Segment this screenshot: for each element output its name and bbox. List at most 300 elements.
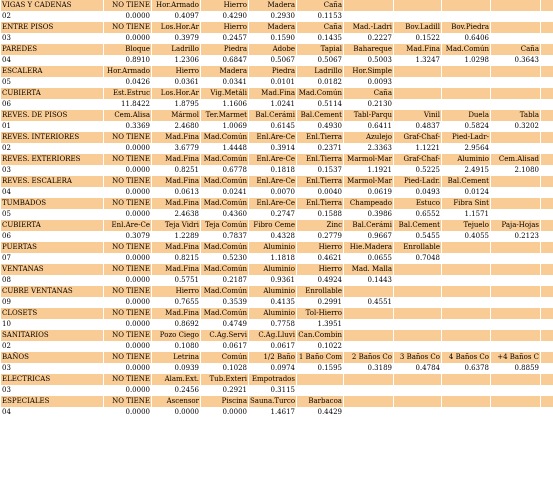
option-label-cell: Hie.Madera <box>344 242 394 253</box>
option-label-cell: Hierro <box>152 286 201 297</box>
option-factor-cell: 0.6411 <box>344 121 394 132</box>
category-name-cell: VIGAS Y CADENAS <box>1 0 104 11</box>
option-label-cell <box>541 88 553 99</box>
option-factor-cell <box>442 341 491 352</box>
option-label-cell: Tabl-Parqu <box>344 110 394 121</box>
option-factor-cell: 0.0619 <box>344 187 394 198</box>
category-code-cell: 01 <box>1 121 104 132</box>
option-factor-cell: 0.6847 <box>201 55 249 66</box>
option-label-cell: Graf-Chaf- <box>394 154 442 165</box>
option-label-cell: Paja-Hojas <box>491 220 541 231</box>
option-factor-cell: 2.4680 <box>152 121 201 132</box>
option-label-cell: Piedra <box>249 66 297 77</box>
option-factor-cell: 1.0069 <box>201 121 249 132</box>
option-label-cell: 4 Baños Co <box>442 352 491 363</box>
option-factor-cell: 2.3363 <box>344 143 394 154</box>
option-label-cell: Enl.Are-Ce <box>249 176 297 187</box>
option-label-cell: Ter.Marmet <box>201 110 249 121</box>
option-label-cell: NO TIENE <box>104 264 152 275</box>
option-factor-cell: 0.0000 <box>104 341 152 352</box>
category-code-cell: 02 <box>1 11 104 22</box>
option-label-cell: Hierro <box>152 66 201 77</box>
option-factor-cell: 1.1921 <box>344 165 394 176</box>
option-factor-cell <box>394 407 442 418</box>
option-factor-cell: 0.1595 <box>297 363 344 374</box>
option-label-cell <box>541 22 553 33</box>
option-label-cell <box>491 264 541 275</box>
option-factor-cell: 0.2187 <box>201 275 249 286</box>
option-factor-cell: 11.8422 <box>104 99 152 110</box>
option-factor-cell <box>541 55 553 66</box>
category-value-row <box>1 99 553 110</box>
option-label-cell: Mad.Común <box>201 286 249 297</box>
category-value-row <box>1 407 553 418</box>
option-factor-cell <box>442 11 491 22</box>
option-label-cell <box>442 286 491 297</box>
option-factor-cell: 0.3979 <box>152 33 201 44</box>
option-label-cell <box>491 286 541 297</box>
option-factor-cell <box>344 11 394 22</box>
option-factor-cell: 0.7655 <box>152 297 201 308</box>
option-factor-cell: 0.0000 <box>104 275 152 286</box>
option-factor-cell: 0.1443 <box>344 275 394 286</box>
option-factor-cell: 0.3914 <box>249 143 297 154</box>
option-factor-cell <box>394 319 442 330</box>
option-factor-cell: 0.0974 <box>249 363 297 374</box>
option-label-cell: +4 Baños C <box>491 352 541 363</box>
option-factor-cell <box>442 297 491 308</box>
option-factor-cell <box>394 11 442 22</box>
option-label-cell: Bal.Cement <box>297 110 344 121</box>
option-label-cell: Vig.Metáli <box>201 88 249 99</box>
option-factor-cell: 0.0000 <box>104 363 152 374</box>
option-factor-cell: 0.1028 <box>201 363 249 374</box>
option-factor-cell: 0.0000 <box>201 407 249 418</box>
option-label-cell <box>541 220 553 231</box>
option-label-cell: Zinc <box>297 220 344 231</box>
option-label-cell: Mad.Fina <box>152 154 201 165</box>
option-label-cell <box>344 396 394 407</box>
option-factor-cell <box>541 121 553 132</box>
option-factor-cell: 0.8859 <box>491 363 541 374</box>
option-factor-cell <box>491 253 541 264</box>
option-label-cell: Empotrados <box>249 374 297 385</box>
option-label-cell: Aluminio <box>249 242 297 253</box>
option-label-cell: Mad.Fina <box>152 198 201 209</box>
option-label-cell: Azulejo <box>344 132 394 143</box>
option-label-cell: Mad.Común <box>201 176 249 187</box>
category-header-row <box>1 286 553 297</box>
option-factor-cell: 1.4448 <box>201 143 249 154</box>
option-label-cell: Est.Estruc <box>104 88 152 99</box>
option-label-cell: Barbacoa <box>297 396 344 407</box>
option-label-cell: Enl.Are-Ce <box>104 220 152 231</box>
option-label-cell: Ladrillo <box>297 66 344 77</box>
option-factor-cell <box>394 385 442 396</box>
option-factor-cell <box>491 275 541 286</box>
option-factor-cell: 0.2779 <box>297 231 344 242</box>
option-factor-cell: 3.6779 <box>152 143 201 154</box>
option-factor-cell <box>442 253 491 264</box>
category-code-cell: 06 <box>1 231 104 242</box>
option-factor-cell: 0.0000 <box>104 165 152 176</box>
option-label-cell <box>442 374 491 385</box>
option-factor-cell: 0.5067 <box>297 55 344 66</box>
option-label-cell: Madera <box>201 66 249 77</box>
option-label-cell: Mad.Fina <box>152 242 201 253</box>
option-factor-cell <box>297 385 344 396</box>
option-factor-cell: 1.2289 <box>152 231 201 242</box>
option-label-cell <box>394 0 442 11</box>
option-factor-cell <box>541 253 553 264</box>
option-factor-cell: 0.0000 <box>104 187 152 198</box>
option-label-cell <box>541 286 553 297</box>
option-factor-cell: 0.2457 <box>201 33 249 44</box>
option-factor-cell: 1.3951 <box>297 319 344 330</box>
option-factor-cell: 2.4638 <box>152 209 201 220</box>
option-label-cell <box>491 330 541 341</box>
option-label-cell: NO TIENE <box>104 352 152 363</box>
category-name-cell: PAREDES <box>1 44 104 55</box>
category-header-row <box>1 110 553 121</box>
option-factor-cell: 1.3247 <box>394 55 442 66</box>
option-label-cell: Tabla <box>491 110 541 121</box>
category-name-cell: ENTRE PISOS <box>1 22 104 33</box>
option-label-cell: Fibro Ceme <box>249 220 297 231</box>
option-label-cell <box>394 66 442 77</box>
option-label-cell <box>491 308 541 319</box>
category-value-row <box>1 165 553 176</box>
option-factor-cell: 0.8692 <box>152 319 201 330</box>
option-label-cell <box>541 264 553 275</box>
option-label-cell: Ascensor <box>152 396 201 407</box>
option-factor-cell: 0.0000 <box>104 209 152 220</box>
option-factor-cell: 0.1435 <box>297 33 344 44</box>
option-factor-cell: 0.3202 <box>491 121 541 132</box>
option-factor-cell: 0.0361 <box>152 77 201 88</box>
option-label-cell: NO TIENE <box>104 198 152 209</box>
category-header-row <box>1 154 553 165</box>
option-factor-cell <box>541 77 553 88</box>
option-label-cell: Hor.Armado <box>104 66 152 77</box>
option-factor-cell <box>442 77 491 88</box>
option-label-cell: Enrollable <box>297 286 344 297</box>
option-factor-cell: 0.3986 <box>344 209 394 220</box>
option-factor-cell: 0.0000 <box>152 407 201 418</box>
option-label-cell: Champeado <box>344 198 394 209</box>
category-name-cell: REVES. EXTERIORES <box>1 154 104 165</box>
option-label-cell: Bahareque <box>344 44 394 55</box>
option-factor-cell: 0.4551 <box>344 297 394 308</box>
option-factor-cell: 1.0298 <box>442 55 491 66</box>
option-factor-cell <box>491 209 541 220</box>
option-label-cell: Duela <box>442 110 491 121</box>
category-value-row <box>1 297 553 308</box>
option-factor-cell: 0.0341 <box>201 77 249 88</box>
option-factor-cell: 1.8795 <box>152 99 201 110</box>
option-label-cell <box>491 22 541 33</box>
option-factor-cell: 0.0426 <box>104 77 152 88</box>
option-label-cell: Bov.Ladill <box>394 22 442 33</box>
category-header-row <box>1 22 553 33</box>
option-factor-cell: 0.1153 <box>297 11 344 22</box>
option-factor-cell <box>442 99 491 110</box>
option-factor-cell <box>491 407 541 418</box>
option-factor-cell: 0.0070 <box>249 187 297 198</box>
option-label-cell: Aluminio <box>249 264 297 275</box>
option-label-cell <box>491 396 541 407</box>
option-label-cell: 1 Baño Com <box>297 352 344 363</box>
option-factor-cell: 0.2227 <box>344 33 394 44</box>
option-label-cell <box>442 264 491 275</box>
option-label-cell: Enl.Tierra <box>297 198 344 209</box>
option-factor-cell <box>491 319 541 330</box>
option-factor-cell <box>491 77 541 88</box>
option-label-cell: Tapial <box>297 44 344 55</box>
option-label-cell: Pied-Ladr- <box>442 132 491 143</box>
option-label-cell: Bal.Cement <box>394 220 442 231</box>
option-factor-cell: 0.5003 <box>344 55 394 66</box>
category-name-cell: REVES. ESCALERA <box>1 176 104 187</box>
option-label-cell: Enl.Are-Ce <box>249 198 297 209</box>
option-label-cell <box>394 88 442 99</box>
option-factor-cell: 0.2921 <box>201 385 249 396</box>
option-factor-cell <box>541 11 553 22</box>
option-label-cell: Bal.Cerámi <box>344 220 394 231</box>
option-label-cell: Los.Hor.Ar <box>152 22 201 33</box>
option-factor-cell <box>442 385 491 396</box>
option-factor-cell <box>541 363 553 374</box>
option-label-cell <box>344 374 394 385</box>
option-label-cell: Sauna.Turco <box>250 397 296 405</box>
category-value-row <box>1 341 553 352</box>
option-label-cell: Marmol-Mar <box>344 176 394 187</box>
option-factor-cell: 0.2371 <box>297 143 344 154</box>
option-factor-cell: 0.0000 <box>104 319 152 330</box>
category-name-cell: BAÑOS <box>1 352 104 363</box>
option-label-cell: NO TIENE <box>104 286 152 297</box>
option-label-cell: Caña <box>344 88 394 99</box>
option-factor-cell: 0.4429 <box>297 407 344 418</box>
option-factor-cell: 0.0040 <box>297 187 344 198</box>
option-factor-cell: 0.2930 <box>249 11 297 22</box>
option-factor-cell: 0.0093 <box>344 77 394 88</box>
option-factor-cell: 0.7048 <box>394 253 442 264</box>
option-label-cell: Pied-Ladr. <box>394 176 442 187</box>
category-value-row <box>1 55 553 66</box>
option-label-cell: Madera <box>249 0 297 11</box>
option-factor-cell <box>541 187 553 198</box>
category-name-cell: CUBIERTA <box>1 220 104 231</box>
option-factor-cell: 0.6145 <box>249 121 297 132</box>
category-header-row <box>1 220 553 231</box>
option-factor-cell: 1.1606 <box>201 99 249 110</box>
option-label-cell: NO TIENE <box>104 154 152 165</box>
option-label-cell: Graf-Chaf- <box>394 132 442 143</box>
option-factor-cell: 0.6778 <box>201 165 249 176</box>
option-factor-cell: 0.3189 <box>344 363 394 374</box>
option-factor-cell <box>394 275 442 286</box>
category-header-row <box>1 66 553 77</box>
option-factor-cell: 0.4837 <box>394 121 442 132</box>
option-label-cell: Adobe <box>249 44 297 55</box>
category-value-row <box>1 11 553 22</box>
option-factor-cell: 1.0241 <box>249 99 297 110</box>
option-label-cell: Hor.Simple <box>344 66 394 77</box>
option-label-cell <box>541 176 553 187</box>
option-factor-cell: 1.4617 <box>249 407 297 418</box>
option-label-cell: Caña <box>491 44 541 55</box>
option-factor-cell: 0.1818 <box>249 165 297 176</box>
option-factor-cell: 0.3115 <box>249 385 297 396</box>
category-name-cell: ELECTRICAS <box>1 374 104 385</box>
option-factor-cell: 0.4930 <box>297 121 344 132</box>
category-code-cell: 10 <box>1 319 104 330</box>
option-label-cell <box>394 286 442 297</box>
option-factor-cell: 0.1022 <box>297 341 344 352</box>
category-code-cell: 04 <box>1 407 104 418</box>
option-factor-cell: 0.2130 <box>344 99 394 110</box>
category-header-row <box>1 88 553 99</box>
category-header-row <box>1 352 553 363</box>
category-name-cell: VENTANAS <box>1 264 104 275</box>
category-value-row <box>1 121 553 132</box>
option-label-cell: Vinil <box>394 110 442 121</box>
option-factor-cell <box>541 319 553 330</box>
option-factor-cell: 0.9361 <box>249 275 297 286</box>
category-name-cell: CUBRE VENTANAS <box>1 286 104 297</box>
option-label-cell: Bov.Piedra <box>442 22 491 33</box>
option-factor-cell <box>541 341 553 352</box>
option-factor-cell: 0.6406 <box>442 33 491 44</box>
option-label-cell: Alam.Ext. <box>152 374 201 385</box>
category-name-cell: CLOSETS <box>1 308 104 319</box>
category-name-cell: REVES. DE PISOS <box>1 110 104 121</box>
option-factor-cell: 0.0000 <box>104 407 152 418</box>
option-factor-cell: 0.0613 <box>152 187 201 198</box>
category-name-cell: ESPECIALES <box>1 396 104 407</box>
option-factor-cell <box>344 319 394 330</box>
option-factor-cell <box>541 297 553 308</box>
option-label-cell: Mad.Fina <box>394 44 442 55</box>
option-factor-cell: 0.0000 <box>104 385 152 396</box>
option-label-cell: Piedra <box>201 44 249 55</box>
category-code-cell: 03 <box>1 165 104 176</box>
option-factor-cell: 0.6378 <box>442 363 491 374</box>
option-factor-cell <box>394 297 442 308</box>
option-factor-cell <box>491 33 541 44</box>
option-label-cell <box>442 308 491 319</box>
option-factor-cell: 0.4290 <box>201 11 249 22</box>
option-label-cell: Teja Vidri <box>152 220 201 231</box>
option-label-cell: Caña <box>297 22 344 33</box>
option-factor-cell <box>394 77 442 88</box>
option-factor-cell: 2.1080 <box>491 165 541 176</box>
option-label-cell: Tol-Hierro <box>297 308 344 319</box>
option-label-cell <box>491 66 541 77</box>
option-factor-cell: 0.5824 <box>442 121 491 132</box>
category-value-row <box>1 275 553 286</box>
option-factor-cell: 0.1537 <box>297 165 344 176</box>
option-label-cell: NO TIENE <box>104 242 152 253</box>
option-label-cell: 2 Baños Co <box>344 352 394 363</box>
option-factor-cell: 0.0000 <box>104 297 152 308</box>
option-label-cell <box>491 0 541 11</box>
option-label-cell: Tub.Exteri <box>201 374 249 385</box>
option-factor-cell: 0.4621 <box>297 253 344 264</box>
option-label-cell <box>541 242 553 253</box>
option-factor-cell <box>491 187 541 198</box>
option-label-cell <box>394 374 442 385</box>
option-factor-cell <box>344 385 394 396</box>
option-factor-cell: 0.4055 <box>442 231 491 242</box>
option-factor-cell: 0.0617 <box>201 341 249 352</box>
option-label-cell: Letrina <box>152 352 201 363</box>
option-factor-cell: 0.0241 <box>201 187 249 198</box>
category-header-row <box>1 132 553 143</box>
option-label-cell: Mad.Común <box>201 154 249 165</box>
option-factor-cell <box>491 297 541 308</box>
option-label-cell: Aluminio <box>249 286 297 297</box>
option-label-cell: NO TIENE <box>104 176 152 187</box>
option-factor-cell: 0.8910 <box>104 55 152 66</box>
category-code-cell: 07 <box>1 253 104 264</box>
option-label-cell: Aluminio <box>442 154 491 165</box>
category-header-row <box>1 330 553 341</box>
category-value-row <box>1 363 553 374</box>
option-label-cell: Cem.Alisa <box>104 110 152 121</box>
option-label-cell: Mad.Común <box>297 88 344 99</box>
category-value-row <box>1 187 553 198</box>
option-label-cell: Mad.Fina <box>152 308 201 319</box>
option-factor-cell: 1.2306 <box>152 55 201 66</box>
option-label-cell: NO TIENE <box>104 132 152 143</box>
option-factor-cell: 0.4784 <box>394 363 442 374</box>
option-label-cell: C.Ag.Servi <box>201 330 249 341</box>
option-factor-cell <box>541 143 553 154</box>
option-label-cell: NO TIENE <box>104 0 152 11</box>
option-factor-cell: 0.3369 <box>104 121 152 132</box>
category-code-cell: 06 <box>1 99 104 110</box>
option-label-cell <box>442 396 491 407</box>
option-label-cell: NO TIENE <box>104 374 152 385</box>
option-factor-cell <box>344 407 394 418</box>
option-factor-cell: 1.1818 <box>249 253 297 264</box>
option-factor-cell: 0.5114 <box>297 99 344 110</box>
category-header-row <box>1 44 553 55</box>
option-label-cell <box>541 132 553 143</box>
option-label-cell: Mad.Fina <box>152 132 201 143</box>
category-code-cell: 03 <box>1 33 104 44</box>
option-label-cell <box>394 330 442 341</box>
option-label-cell <box>442 66 491 77</box>
category-code-cell: 05 <box>1 209 104 220</box>
option-label-cell <box>541 308 553 319</box>
option-label-cell: Cem.Alisad <box>491 154 541 165</box>
category-code-cell: 08 <box>1 275 104 286</box>
option-label-cell: Mad.Fina <box>152 176 201 187</box>
option-label-cell: Hierro <box>201 0 249 11</box>
category-header-row <box>1 0 553 11</box>
option-factor-cell: 0.4097 <box>152 11 201 22</box>
category-name-cell: ESCALERA <box>1 66 104 77</box>
option-label-cell: Ladrillo <box>152 44 201 55</box>
option-factor-cell: 1.1571 <box>442 209 491 220</box>
option-factor-cell: 0.3079 <box>104 231 152 242</box>
option-label-cell: Enl.Are-Ce <box>249 154 297 165</box>
option-factor-cell <box>394 99 442 110</box>
category-value-row <box>1 231 553 242</box>
